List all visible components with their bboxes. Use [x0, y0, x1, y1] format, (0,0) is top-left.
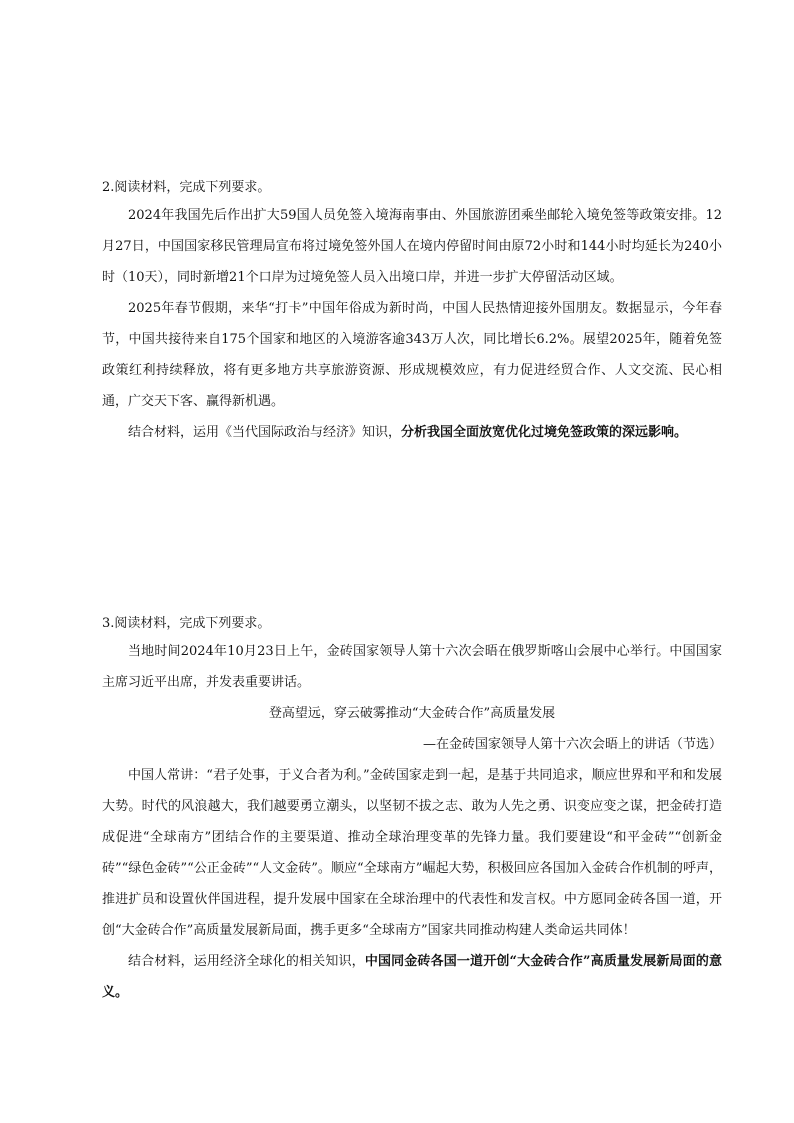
question-2-paragraph-2: 2025年春节假期，来华“打卡”中国年俗成为新时尚，中国人民热情迎接外国朋友。数据显示，今年春节，中国共接待来自175个国家和地区的入境游客逾343万人次，同比增长6.2%。展望2025年，随着免签政策红利持续释放，将有更多地方共享旅游资源、形成规模效应，有力促进经贸合作、人文交流、民心相通，广交天下客、赢得新机遇。	[102, 301, 722, 409]
question-2-title: 2.阅读材料，完成下列要求。	[102, 180, 271, 195]
question-2-task-prefix: 结合材料，运用《当代国际政治与经济》知识，	[128, 425, 402, 440]
question-3-task-emphasis: 中国同金砖各国一道开创“大金砖合作”高质量发展新局面的意义。	[102, 954, 722, 1000]
question-2-task-emphasis: 分析我国全面放宽优化过境免签政策的深远影响。	[401, 425, 688, 440]
speech-subtitle: —在金砖国家领导人第十六次会晤上的讲话（节选）	[422, 737, 722, 752]
question-3-body	[102, 636, 722, 1008]
question-3-title: 3.阅读材料，完成下列要求。	[102, 616, 271, 631]
question-2-task	[102, 417, 722, 448]
question-3-paragraph-2: 中国人常讲：“君子处事，于义合者为利。”金砖国家走到一起，是基于共同追求，顺应世界和平和和发展大势。时代的风浪越大，我们越要勇立潮头，以坚韧不拔之志、敢为人先之勇、识变应变之谋，把金砖打造成促进“全球南方”团结合作的主要渠道、推动全球治理变革的先锋力量。我们要建设“和平金砖”“创新金砖”“绿色金砖”“公正金砖”“人文金砖”。顺应“全球南方”崛起大势，积极回应各国加入金砖合作机制的呼声，推进扩员和设置伙伴国进程，提升发展中国家在全球治理中的代表性和发言权。中方愿同金砖各国一道，开创“大金砖合作”高质量发展新局面，携手更多“全球南方”国家共同推动构建人类命运共同体！	[102, 768, 722, 938]
question-3-task-prefix: 结合材料，运用经济全球化的相关知识，	[128, 954, 365, 969]
question-3-paragraph-1: 当地时间2024年10月23日上午，金砖国家领导人第十六次会晤在俄罗斯喀山会展中心举行。中国国家主席习近平出席，并发表重要讲话。	[102, 644, 722, 690]
question-2-paragraph-1: 2024年我国先后作出扩大59国人员免签入境海南事由、外国旅游团乘坐邮轮入境免签等政策安排。12月27日，中国国家移民管理局宣布将过境免签外国人在境内停留时间由原72小时和144小时均延长为240小时（10天），同时新增21个口岸为过境免签人员入出境口岸，并进一步扩大停留活动区域。	[102, 208, 722, 285]
question-3-task	[102, 946, 722, 1008]
speech-title: 登高望远，穿云破雾推动“大金砖合作”高质量发展	[268, 706, 556, 721]
question-2-body	[102, 200, 722, 448]
